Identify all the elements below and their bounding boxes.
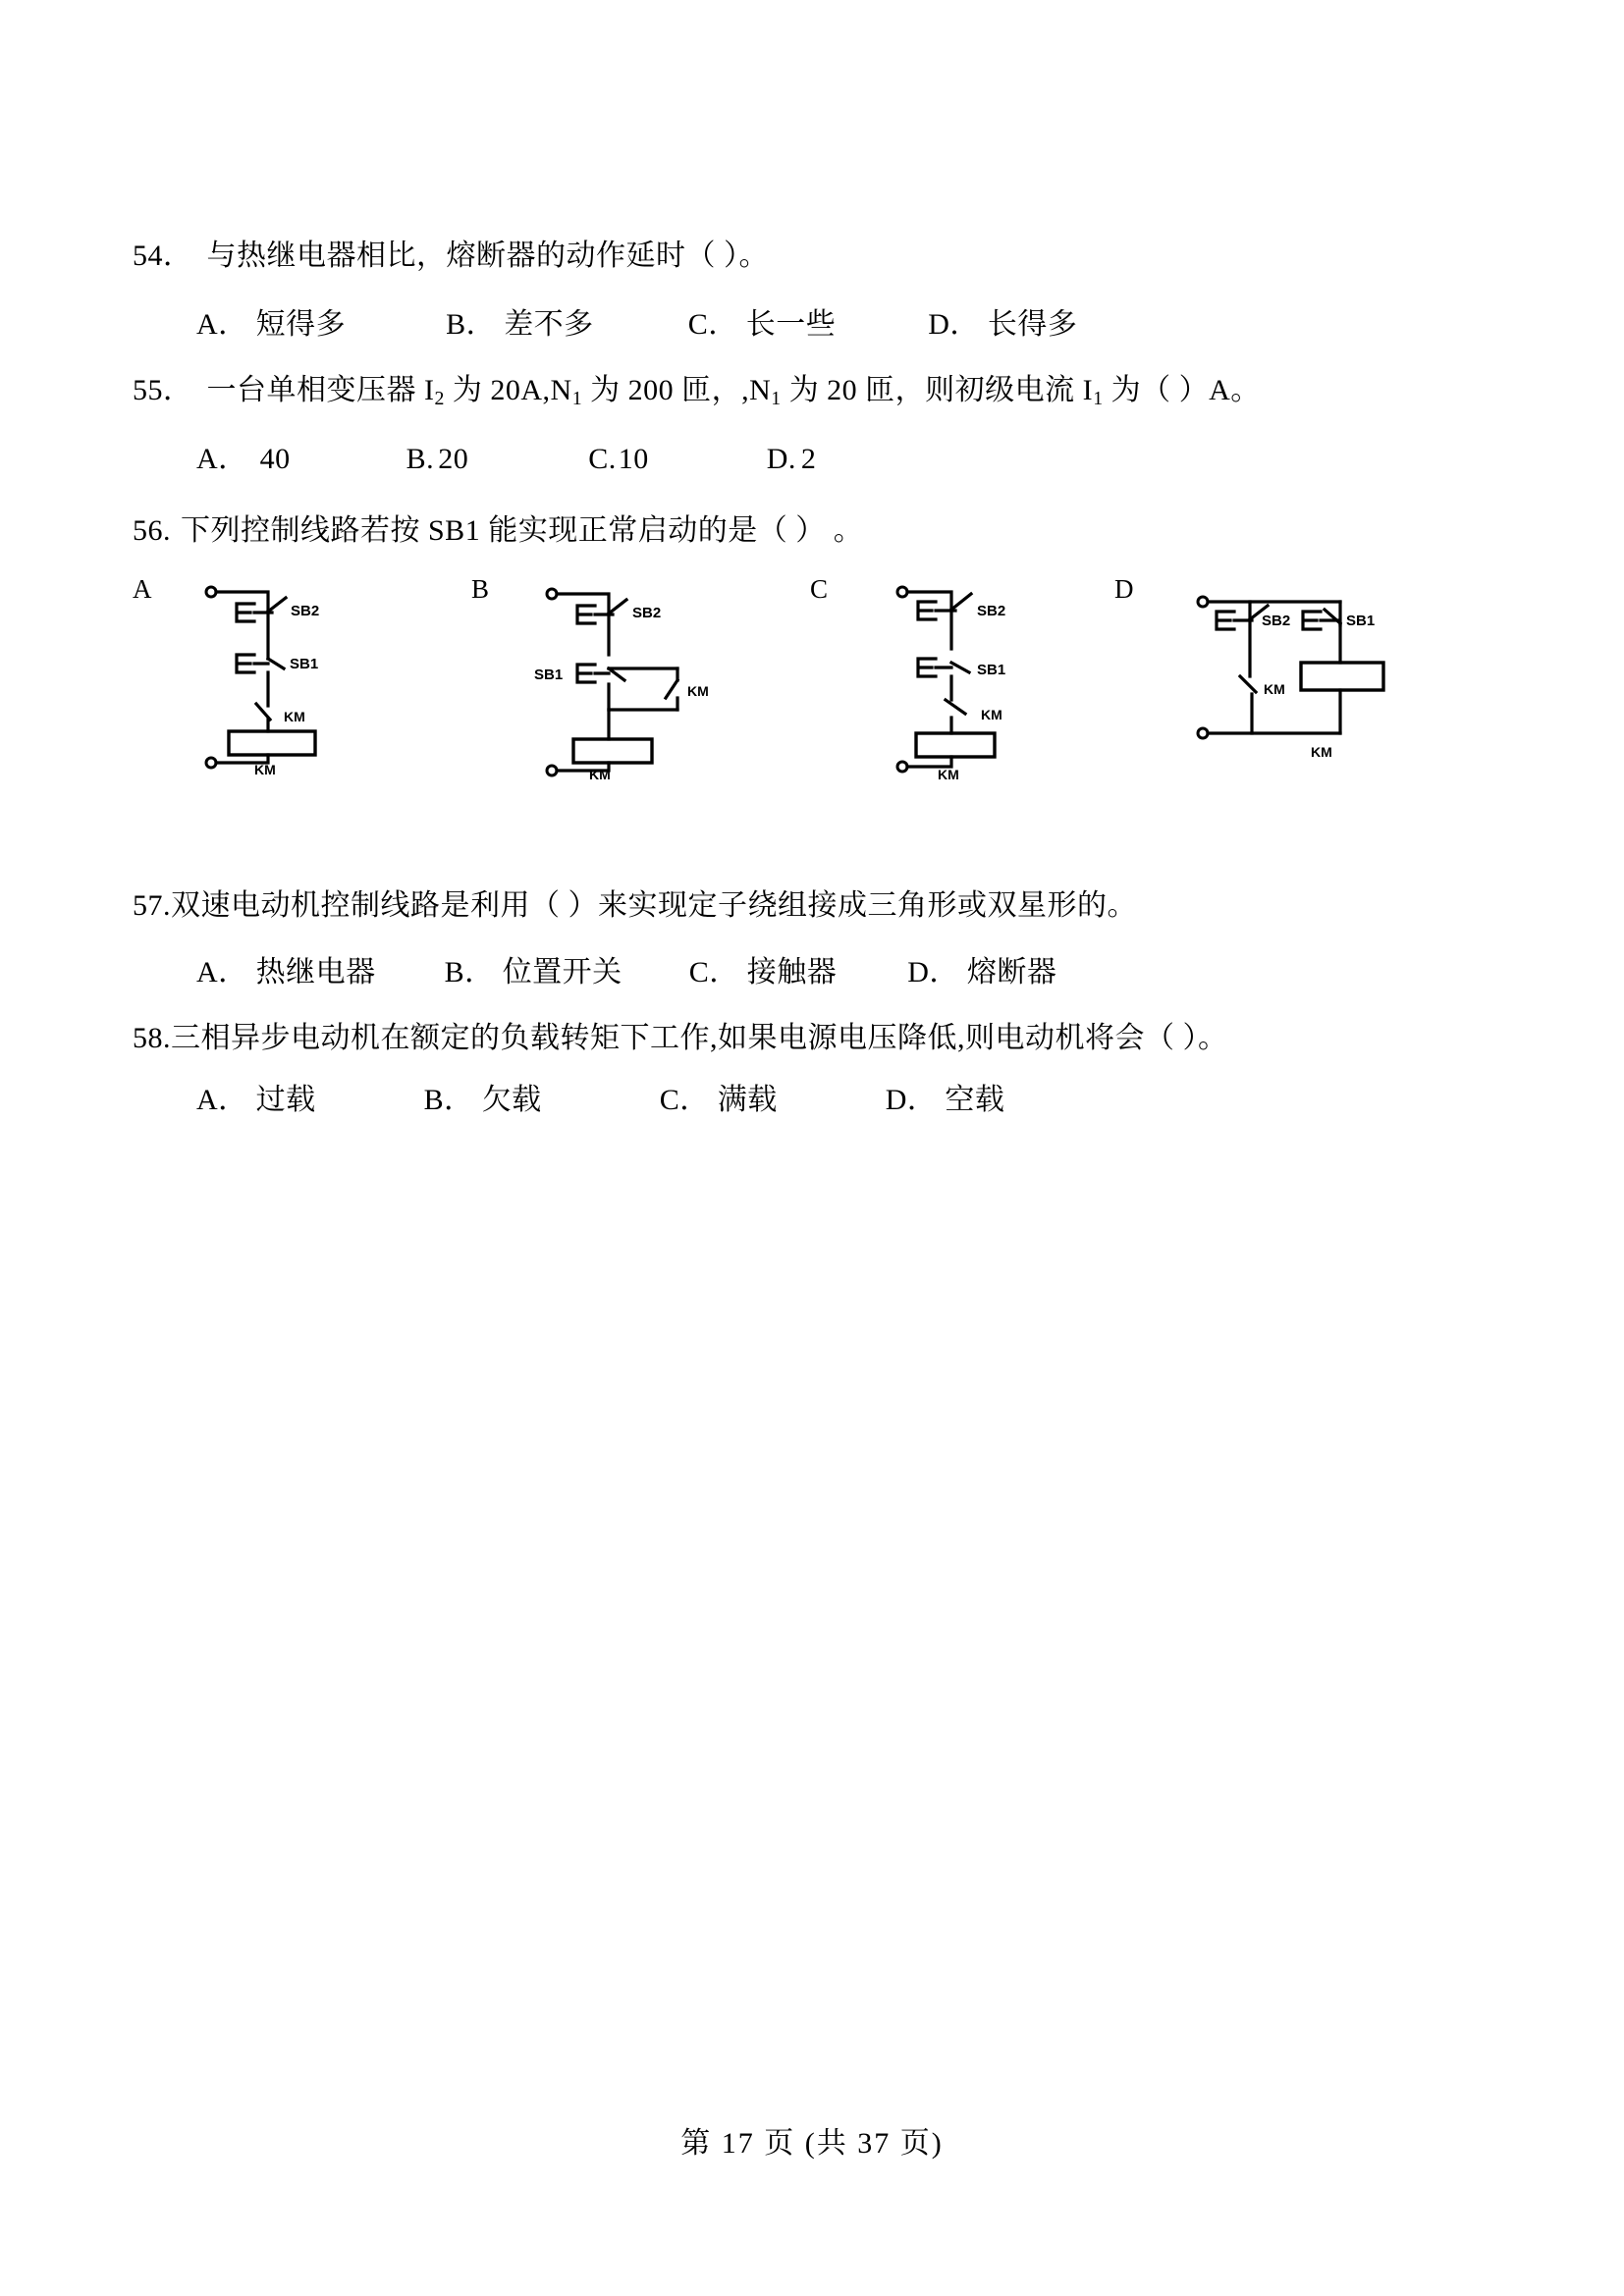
option-57-B[interactable]: B． 位置开关 <box>444 956 623 988</box>
option-58-B[interactable]: B． 欠载 <box>423 1084 542 1116</box>
option-54-D[interactable]: D． 长得多 <box>928 308 1078 341</box>
question-55-stem <box>133 370 1261 412</box>
circuit-diagram-C <box>891 580 1077 782</box>
figure-option-A[interactable] <box>133 574 427 839</box>
question-57-text: 双速电动机控制线路是利用（ ）来实现定子绕组接成三角形或双星形的。 <box>171 889 1137 922</box>
figure-label-C: C <box>810 574 829 604</box>
question-56-text: 下列控制线路若按 SB1 能实现正常启动的是（ ） 。 <box>181 514 864 547</box>
question-54-number: 54． <box>133 240 193 272</box>
svg-text:SB2: SB2 <box>632 605 662 621</box>
question-55-text: 一台单相变压器 $I_2$ 为 $20A,N_1$ 为 200 匝，$,N_1$ 为 20 匝，则初级电流 $I_1$ 为（ ）A。 <box>206 374 1261 410</box>
option-55-A[interactable]: A． 40 <box>196 443 291 475</box>
svg-text:SB2: SB2 <box>291 603 320 619</box>
svg-text:SB1: SB1 <box>290 656 319 672</box>
question-58-text: 三相异步电动机在额定的负载转矩下工作,如果电源电压降低,则电动机将会（ ）。 <box>171 1022 1228 1054</box>
figure-option-B[interactable] <box>471 574 766 839</box>
circuit-diagram-A <box>199 582 376 777</box>
svg-text:SB1: SB1 <box>534 667 564 683</box>
svg-text:KM: KM <box>589 767 611 782</box>
figure-label-A: A <box>133 574 152 604</box>
question-58-stem <box>133 1018 1228 1060</box>
question-56-number: 56. <box>133 514 171 547</box>
option-58-D[interactable]: D． 空载 <box>885 1084 1005 1116</box>
option-55-C[interactable]: C.10 <box>588 443 649 475</box>
option-54-A[interactable]: A． 短得多 <box>196 308 347 341</box>
option-55-D[interactable]: D. 2 <box>766 443 817 475</box>
question-57-number: 57. <box>133 889 171 922</box>
option-57-D[interactable]: D． 熔断器 <box>907 956 1057 988</box>
circuit-diagram-B <box>530 582 736 782</box>
question-58-number: 58. <box>133 1022 171 1054</box>
question-55-options <box>196 434 816 477</box>
figure-option-C[interactable] <box>810 574 1105 839</box>
option-58-C[interactable]: C． 满载 <box>659 1084 778 1116</box>
figure-label-B: B <box>471 574 490 604</box>
option-54-B[interactable]: B． 差不多 <box>446 308 594 341</box>
question-54-options <box>196 299 1077 343</box>
question-58-options <box>196 1075 1004 1118</box>
circuit-diagram-D <box>1191 586 1417 773</box>
figure-option-D[interactable] <box>1114 574 1438 839</box>
svg-text:KM: KM <box>254 762 276 777</box>
svg-text:KM: KM <box>1311 744 1332 760</box>
question-57-options <box>196 947 1056 990</box>
option-58-A[interactable]: A． 过载 <box>196 1084 316 1116</box>
svg-text:KM: KM <box>981 707 1002 722</box>
question-55-number: 55． <box>133 374 193 406</box>
svg-text:SB2: SB2 <box>1262 613 1291 629</box>
svg-text:SB1: SB1 <box>1346 613 1376 629</box>
svg-text:KM: KM <box>687 683 709 699</box>
svg-text:KM: KM <box>938 767 959 782</box>
figure-label-D: D <box>1114 574 1134 604</box>
svg-text:KM: KM <box>284 709 305 724</box>
option-57-A[interactable]: A． 热继电器 <box>196 956 376 988</box>
question-54-stem <box>133 236 769 278</box>
svg-text:SB1: SB1 <box>977 662 1006 678</box>
svg-text:SB2: SB2 <box>977 603 1006 619</box>
question-54-text: 与热继电器相比，熔断器的动作延时（ ）。 <box>206 240 769 272</box>
option-54-C[interactable]: C． 长一些 <box>687 308 837 341</box>
page-footer: 第 17 页 (共 37 页) <box>680 2127 944 2160</box>
question-57-stem <box>133 885 1137 928</box>
question-56-figures <box>133 574 1429 839</box>
option-55-B[interactable]: B. 20 <box>406 443 469 475</box>
option-57-C[interactable]: C． 接触器 <box>688 956 838 988</box>
question-56-stem <box>133 510 863 553</box>
svg-text:KM: KM <box>1264 681 1285 697</box>
